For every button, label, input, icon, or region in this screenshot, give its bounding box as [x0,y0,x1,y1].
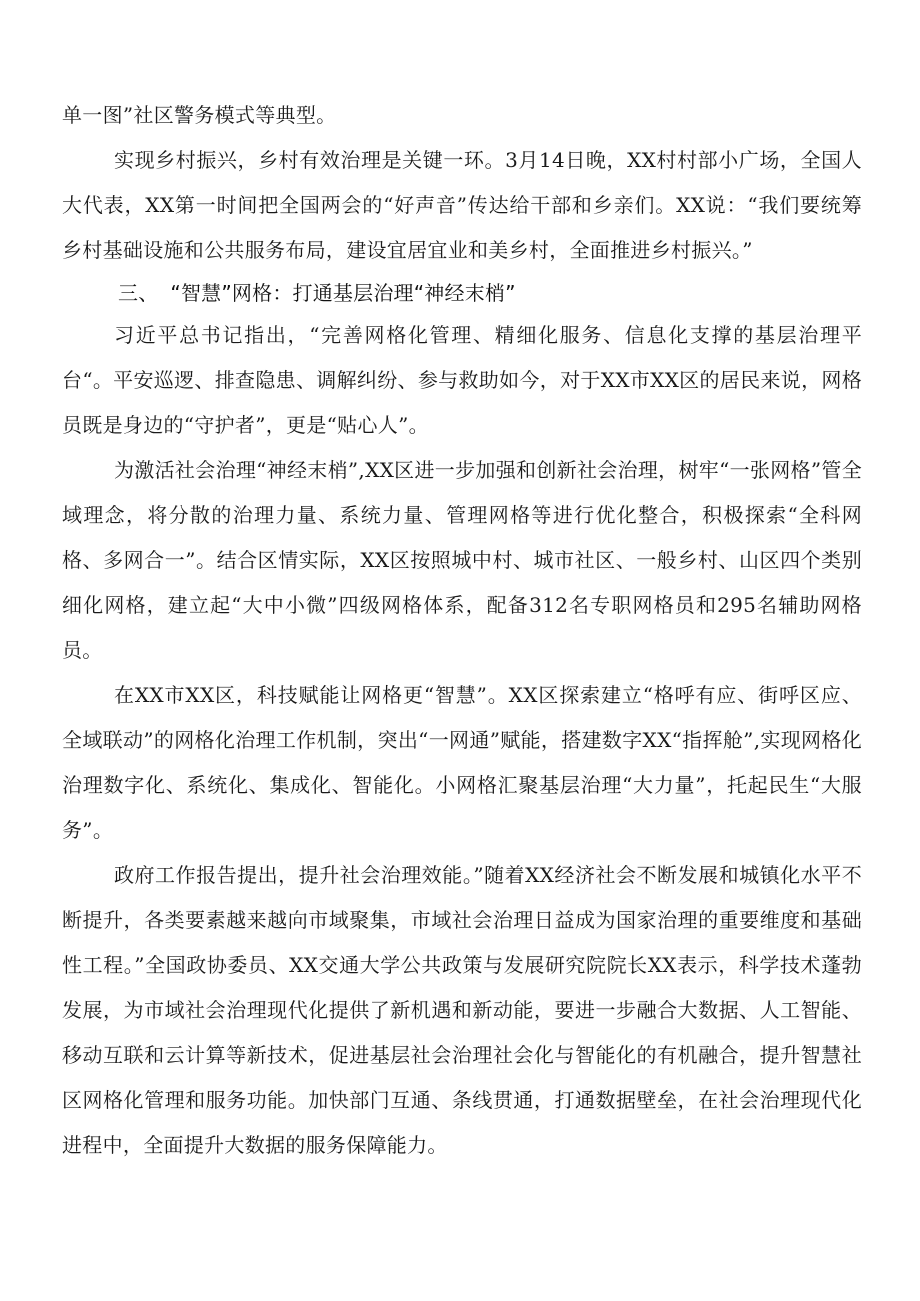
paragraph-xi-quote: 习近平总书记指出，“完善网格化管理、精细化服务、信息化支撑的基层治理平台“。平安巡逻、排查隐患、调解纠纷、参与救助如今，对于XX市XX区的居民来说，网格员既是身边的“守护者”，更是“贴心人”。 [62,323,862,437]
paragraph-continuation: 单一图”社区警务模式等典型。 [62,103,337,127]
paragraph-rural-revitalization: 实现乡村振兴，乡村有效治理是关键一环。3月14日晚，XX村村部小广场，全国人大代表，XX第一时间把全国两会的“好声音”传达给干部和乡亲们。XX说：“我们要统筹乡村基础设施和公共服务布局，建设宜居宜业和美乡村，全面推进乡村振兴。” [62,148,862,262]
paragraph-government-report: 政府工作报告提出，提升社会治理效能。”随着XX经济社会不断发展和城镇化水平不断提升，各类要素越来越向市域聚集，市域社会治理日益成为国家治理的重要维度和基础性工程。”全国政协委员、XX交通大学公共政策与发展研究院院长XX表示，科学技术蓬勃发展，为市域社会治理现代化提供了新机遇和新动能，要进一步融合大数据、人工智能、移动互联和云计算等新技术，促进基层社会治理社会化与智能化的有机融合，提升智慧社区网格化管理和服务功能。加快部门互通、条线贯通，打通数据壁垒，在社会治理现代化进程中，全面提升大数据的服务保障能力。 [62,863,862,1157]
paragraph-smart-grid: 在XX市XX区，科技赋能让网格更“智慧”。XX区探索建立“格呼有应、街呼区应、全域联动”的网格化治理工作机制，突出“一网通”赋能，搭建数字XX“指挥舱”,实现网格化治理数字化、系统化、集成化、智能化。小网格汇聚基层治理“大力量”，托起民生“大服务”。 [62,683,862,842]
section-title: “智慧”网格：打通基层治理“神经末梢” [170,281,516,305]
section-heading [62,273,862,313]
section-number: 三、 [118,281,159,305]
paragraph-grid-system: 为激活社会治理“神经末梢”,XX区进一步加强和创新社会治理，树牢“一张网格”管全域理念，将分散的治理力量、系统力量、管理网格等进行优化整合，积极探索“全科网格、多网合一”。结合区情实际，XX区按照城中村、城市社区、一般乡村、山区四个类别细化网格，建立起“大中小微”四级网格体系，配备312名专职网格员和295名辅助网格员。 [62,458,862,662]
